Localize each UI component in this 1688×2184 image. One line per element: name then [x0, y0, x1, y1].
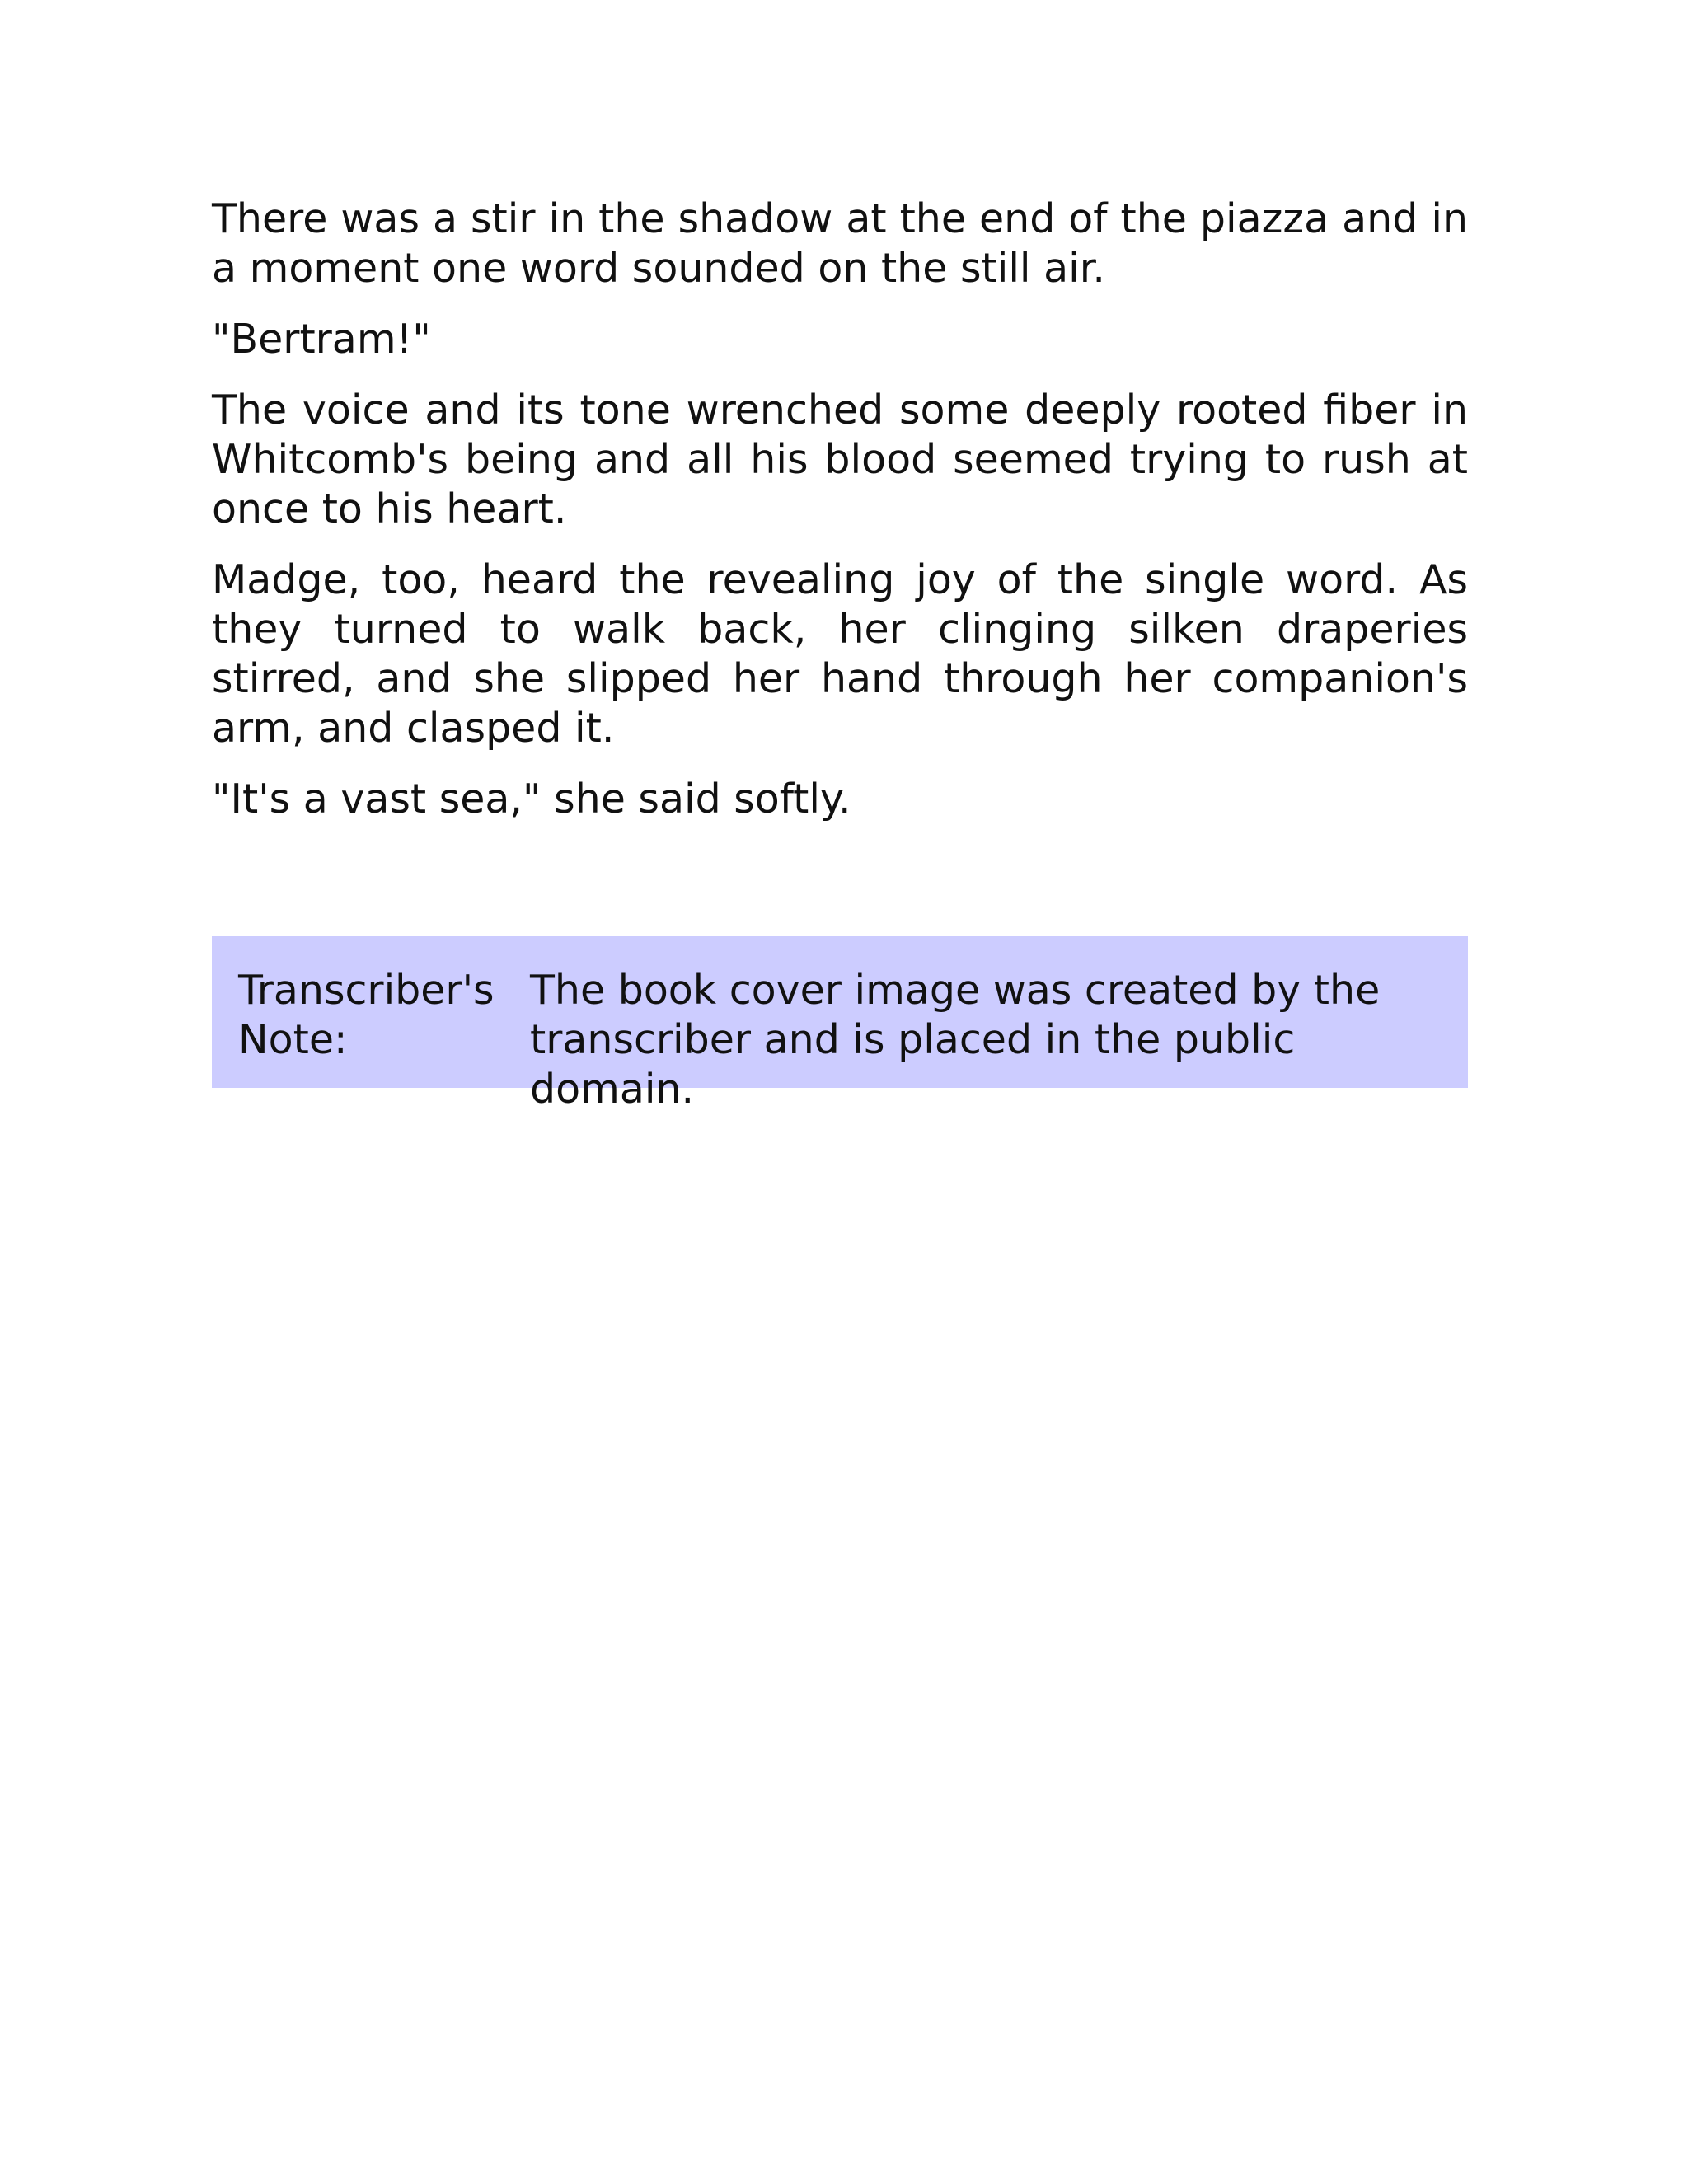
paragraph-madge-heard: Madge, too, heard the revealing joy of the single word. As they turned to walk back, her clinging silken draperies stirred, and she slipped her hand through her companion's arm, and clasped it. [212, 556, 1468, 752]
paragraph-piazza-stir: There was a stir in the shadow at the end of the piazza and in a moment one word sounded on the still air. [212, 195, 1468, 292]
paragraph-vast-sea: "It's a vast sea," she said softly. [212, 776, 851, 823]
transcriber-note-text: The book cover image was created by the transcriber and is placed in the public domain. [530, 967, 1381, 1113]
paragraph-voice-tone: The voice and its tone wrenched some deeply rooted fiber in Whitcomb's being and all his blood seemed trying to rush at once to his heart. [212, 387, 1468, 532]
transcriber-note-box [212, 936, 1468, 1113]
document-body [212, 194, 1468, 846]
paragraph-bertram-exclamation: "Bertram!" [212, 316, 431, 363]
transcriber-note-label: Transcriber's Note: [238, 967, 495, 1063]
